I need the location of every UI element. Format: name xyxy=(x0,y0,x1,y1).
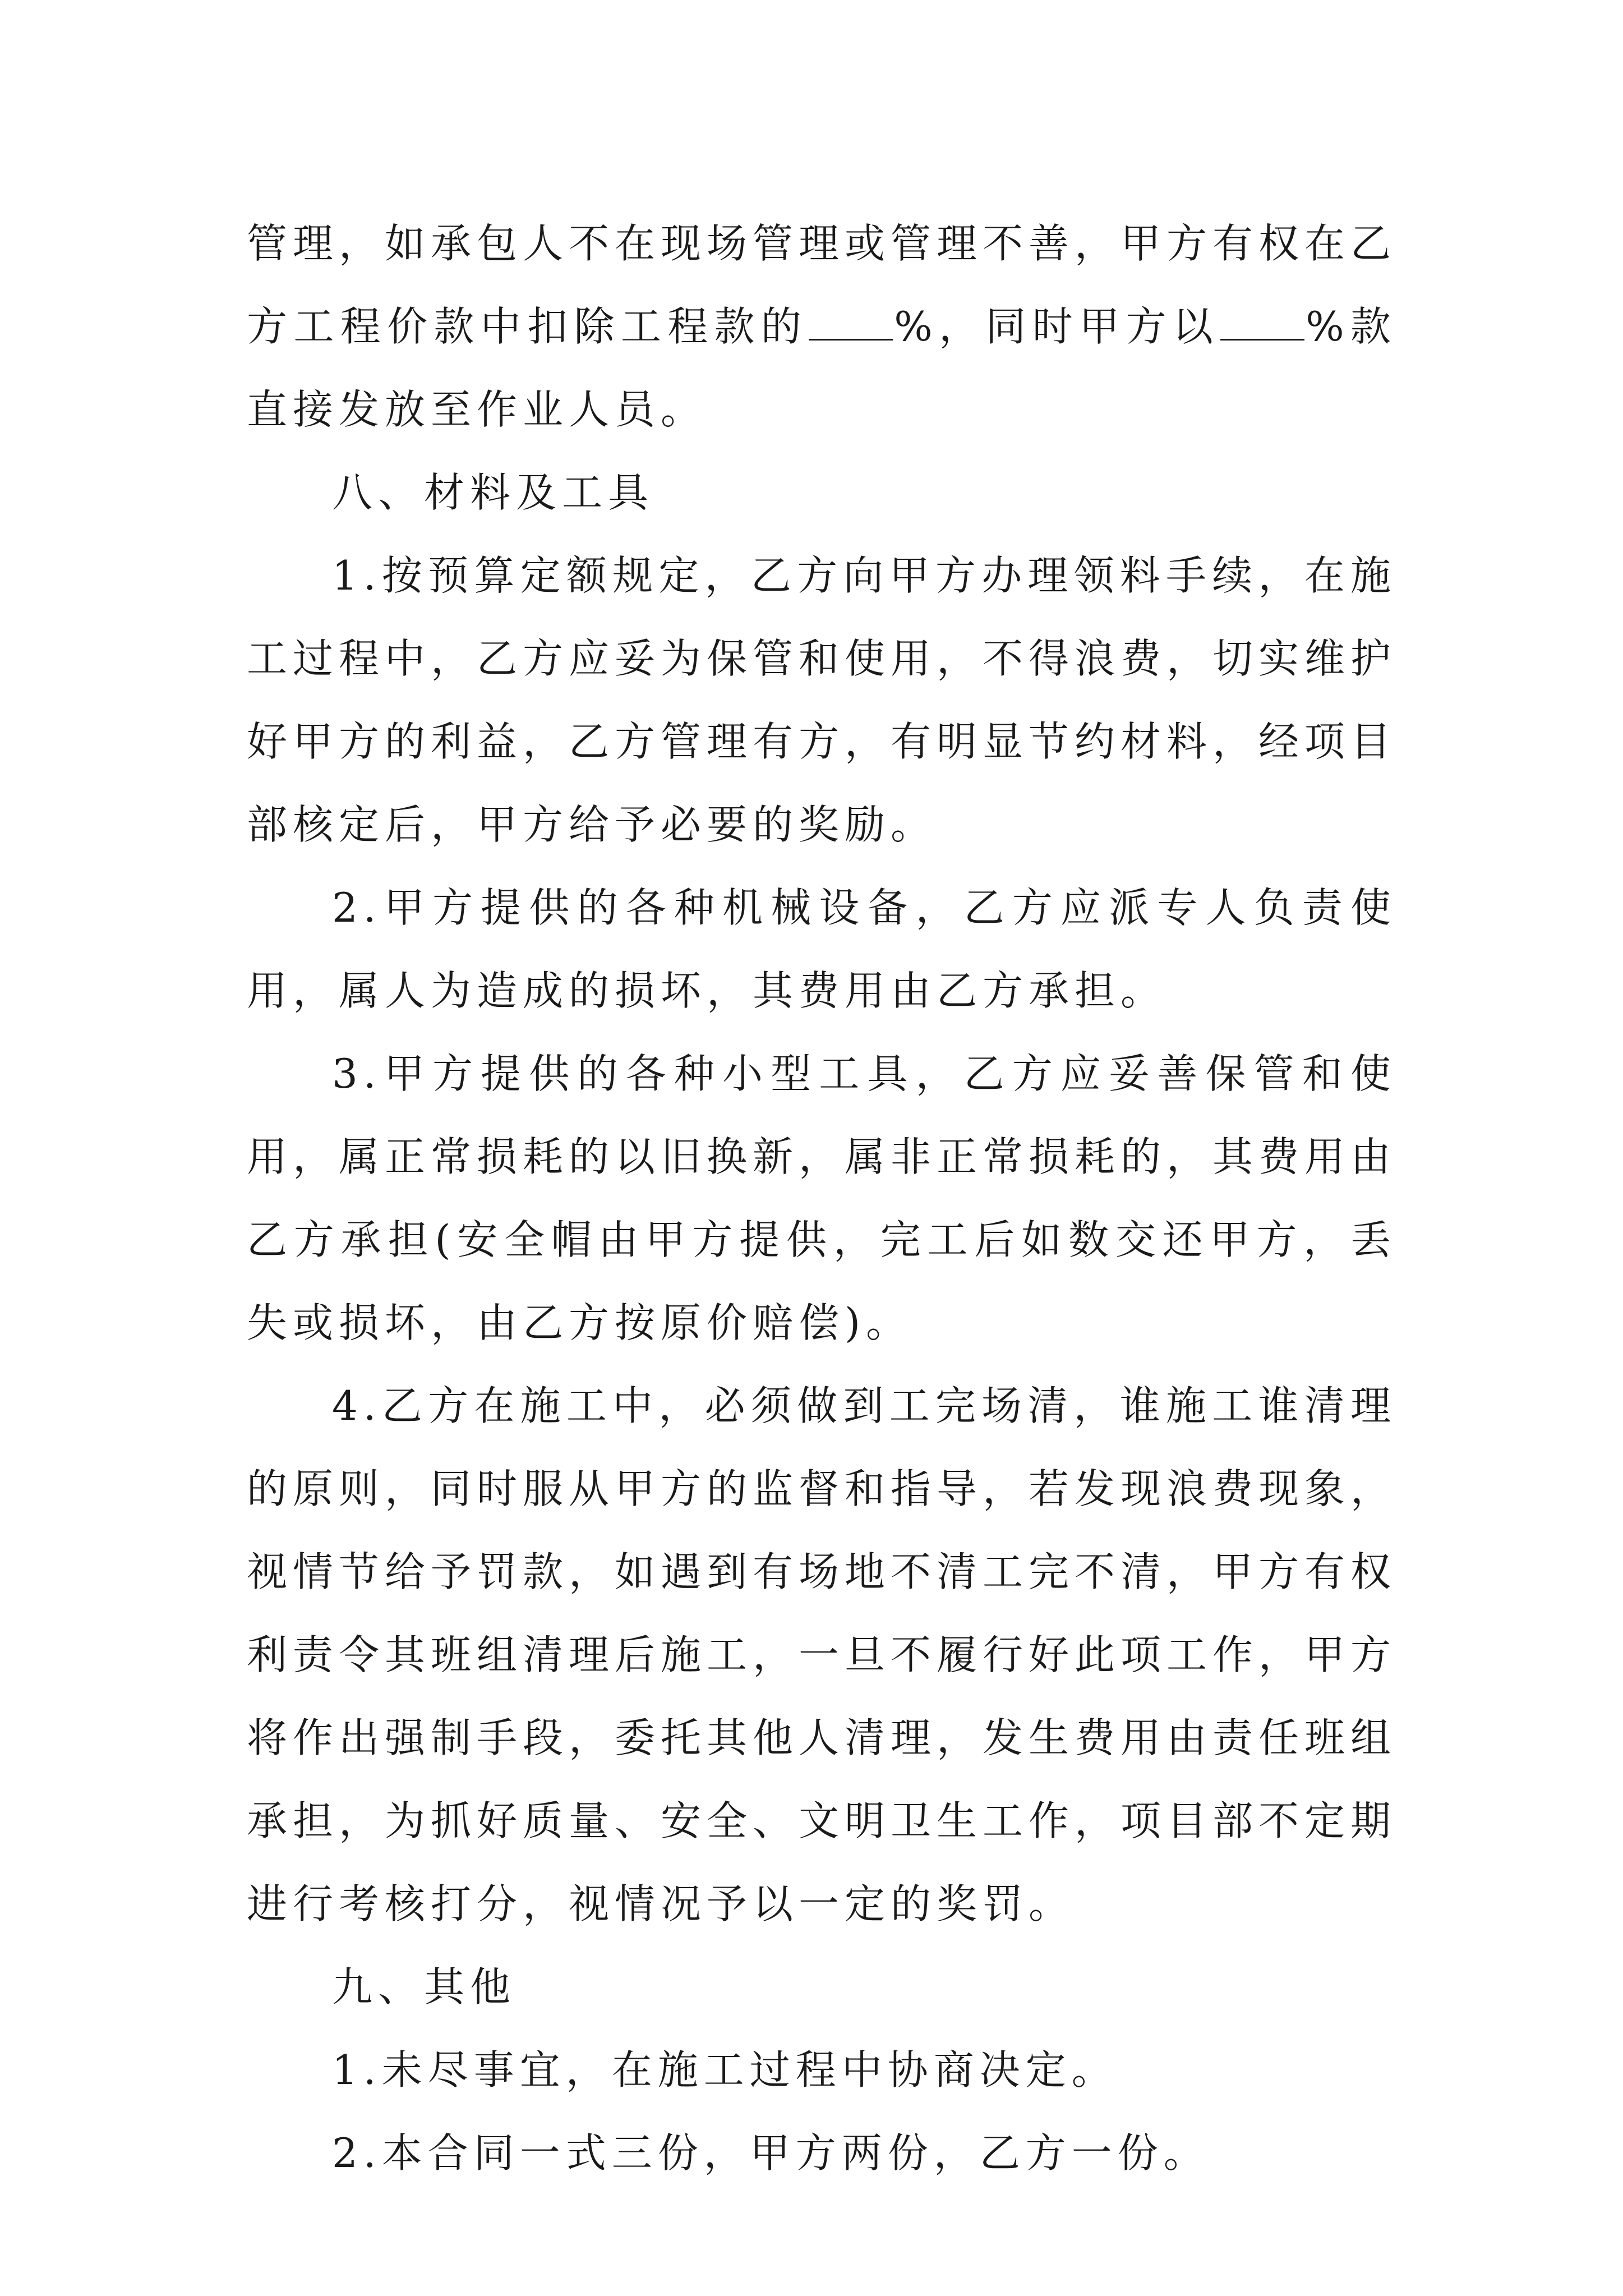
clause-text-part-2: %，同时甲方以 xyxy=(894,303,1220,350)
deduction-percent-blank xyxy=(809,305,893,341)
materials-item-1: 1.按预算定额规定，乙方向甲方办理领料手续，在施工过程中，乙方应妥为保管和使用，不得浪费，切实维护好甲方的利益，乙方管理有方，有明显节约材料，经项目部核定后，甲方给予必要的奖励。 xyxy=(247,552,1397,848)
other-item-2: 2.本合同一式三份，甲方两份，乙方一份。 xyxy=(332,2129,1210,2177)
materials-item-3: 3.甲方提供的各种小型工具，乙方应妥善保管和使用，属正常损耗的以旧换新，属非正常损耗的，其费用由乙方承担(安全帽由甲方提供，完工后如数交还甲方，丢失或损坏，由乙方按原价赔偿)。 xyxy=(247,1050,1397,1346)
other-item-1: 1.未尽事宜，在施工过程中协商决定。 xyxy=(332,2046,1118,2093)
section-heading-materials-tools: 八、材料及工具 xyxy=(332,469,654,516)
payment-percent-blank xyxy=(1220,305,1304,341)
clause-text-part-1: 管理，如承包人不在现场管理或管理不善，甲方有权在乙方工程价款中扣除工程款的 xyxy=(247,220,1397,350)
clause-text-part-3: %款直接发放至作业人员。 xyxy=(247,303,1396,433)
materials-item-4: 4.乙方在施工中，必须做到工完场清，谁施工谁清理的原则，同时服从甲方的监督和指导，若发现浪费现象，视情节给予罚款，如遇到有场地不清工完不清，甲方有权利责令其班组清理后施工，一旦不履行好此项工作，甲方将作出强制手段，委托其他人清理，发生费用由责任班组承担，为抓好质量、安全、文明卫生工作，项目部不定期进行考核打分，视情况予以一定的奖罚。 xyxy=(247,1382,1397,1927)
document-page xyxy=(247,202,1396,2194)
section-heading-other: 九、其他 xyxy=(332,1963,517,2010)
materials-item-2: 2.甲方提供的各种机械设备，乙方应派专人负责使用，属人为造成的损坏，其费用由乙方承担。 xyxy=(247,884,1396,1014)
paragraph-management-clause xyxy=(247,202,1396,451)
